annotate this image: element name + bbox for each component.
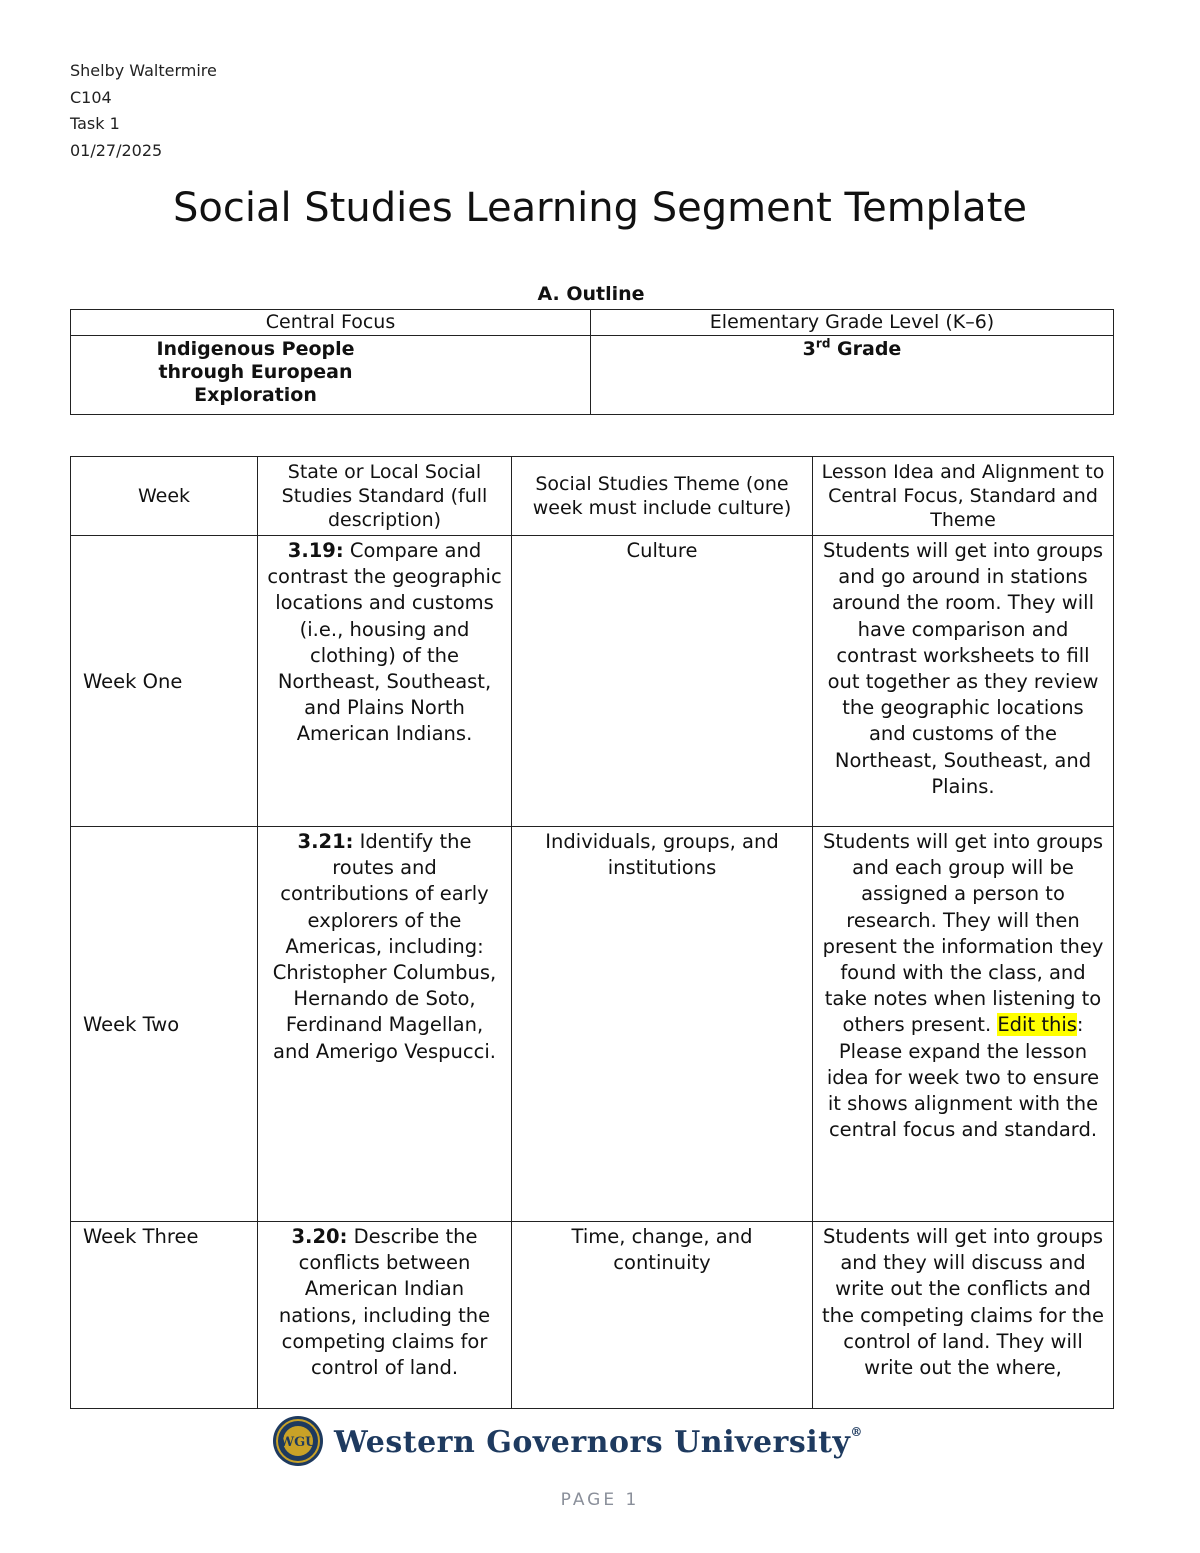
standard-cell xyxy=(258,827,512,1222)
university-wordmark: Western Governors University® xyxy=(334,1425,863,1460)
theme-column-header: Social Studies Theme (one week must include culture) xyxy=(512,457,813,536)
seal-text: WGU xyxy=(279,1435,317,1450)
outline-table xyxy=(70,309,1114,415)
central-focus-header: Central Focus xyxy=(71,310,591,336)
document-date: 01/27/2025 xyxy=(70,140,163,160)
theme-cell: Individuals, groups, and institutions xyxy=(512,827,813,1222)
wgu-seal-icon xyxy=(272,1415,324,1467)
week-column-header: Week xyxy=(71,457,258,536)
outline-heading: A. Outline xyxy=(537,283,645,305)
document-header xyxy=(70,58,217,164)
learning-segment-table xyxy=(70,456,1114,1409)
lesson-column-header: Lesson Idea and Alignment to Central Focus, Standard and Theme xyxy=(813,457,1114,536)
week-cell: Week Two xyxy=(71,827,258,1222)
lesson-text: Students will get into groups and each group will be assigned a person to research. They will then present the information they found with the class, and take notes when listening to others present. xyxy=(822,830,1104,1037)
lesson-cell: Students will get into groups and go around in stations around the room. They will have comparison and contrast worksheets to fill out together as they review the geographic locations and customs of the Northeast, Southeast, and Plains. xyxy=(813,536,1114,827)
table-header-row xyxy=(71,457,1114,536)
author-name: Shelby Waltermire xyxy=(70,61,217,80)
standard-code: 3.20: xyxy=(291,1225,348,1248)
week-cell: Week One xyxy=(71,536,258,827)
wgu-logo xyxy=(272,1415,892,1469)
task-label: Task 1 xyxy=(70,114,120,133)
edit-note: : Please expand the lesson idea for week two to ensure it shows alignment with the central focus and standard. xyxy=(826,1013,1100,1142)
theme-cell: Time, change, and continuity xyxy=(512,1222,813,1409)
grade-level-header: Elementary Grade Level (K–6) xyxy=(591,310,1114,336)
standard-cell xyxy=(258,536,512,827)
grade-number: 3 xyxy=(802,338,816,360)
standard-cell xyxy=(258,1222,512,1409)
standard-text: Describe the conflicts between American Indian nations, including the competing claims for control of land. xyxy=(278,1225,491,1380)
standard-column-header: State or Local Social Studies Standard (full description) xyxy=(258,457,512,536)
table-row xyxy=(71,827,1114,1222)
table-row xyxy=(71,536,1114,827)
standard-code: 3.21: xyxy=(297,830,354,853)
edit-highlight: Edit this xyxy=(997,1013,1077,1037)
document-title: Social Studies Learning Segment Template xyxy=(172,185,1027,231)
standard-code: 3.19: xyxy=(287,539,344,562)
table-row xyxy=(71,1222,1114,1409)
grade-word: Grade xyxy=(837,338,902,360)
course-code: C104 xyxy=(70,87,112,107)
grade-level-value xyxy=(591,336,1114,415)
theme-cell: Culture xyxy=(512,536,813,827)
lesson-cell: Students will get into groups and they will discuss and write out the conflicts and the competing claims for the control of land. They will write out the where, xyxy=(813,1222,1114,1409)
lesson-cell xyxy=(813,827,1114,1222)
week-cell: Week Three xyxy=(71,1222,258,1409)
standard-text: Compare and contrast the geographic locations and customs (i.e., housing and clothing) of the Northeast, Southeast, and Plains North American Indians. xyxy=(267,539,502,746)
page-number: PAGE 1 xyxy=(560,1490,640,1510)
central-focus-value: Indigenous People through European Exploration xyxy=(71,336,591,415)
standard-text: Identify the routes and contributions of early explorers of the Americas, including: Christopher Columbus, Hernando de Soto, Ferdinand Magellan, and Amerigo Vespucci. xyxy=(272,830,497,1063)
grade-suffix: rd xyxy=(815,336,831,351)
